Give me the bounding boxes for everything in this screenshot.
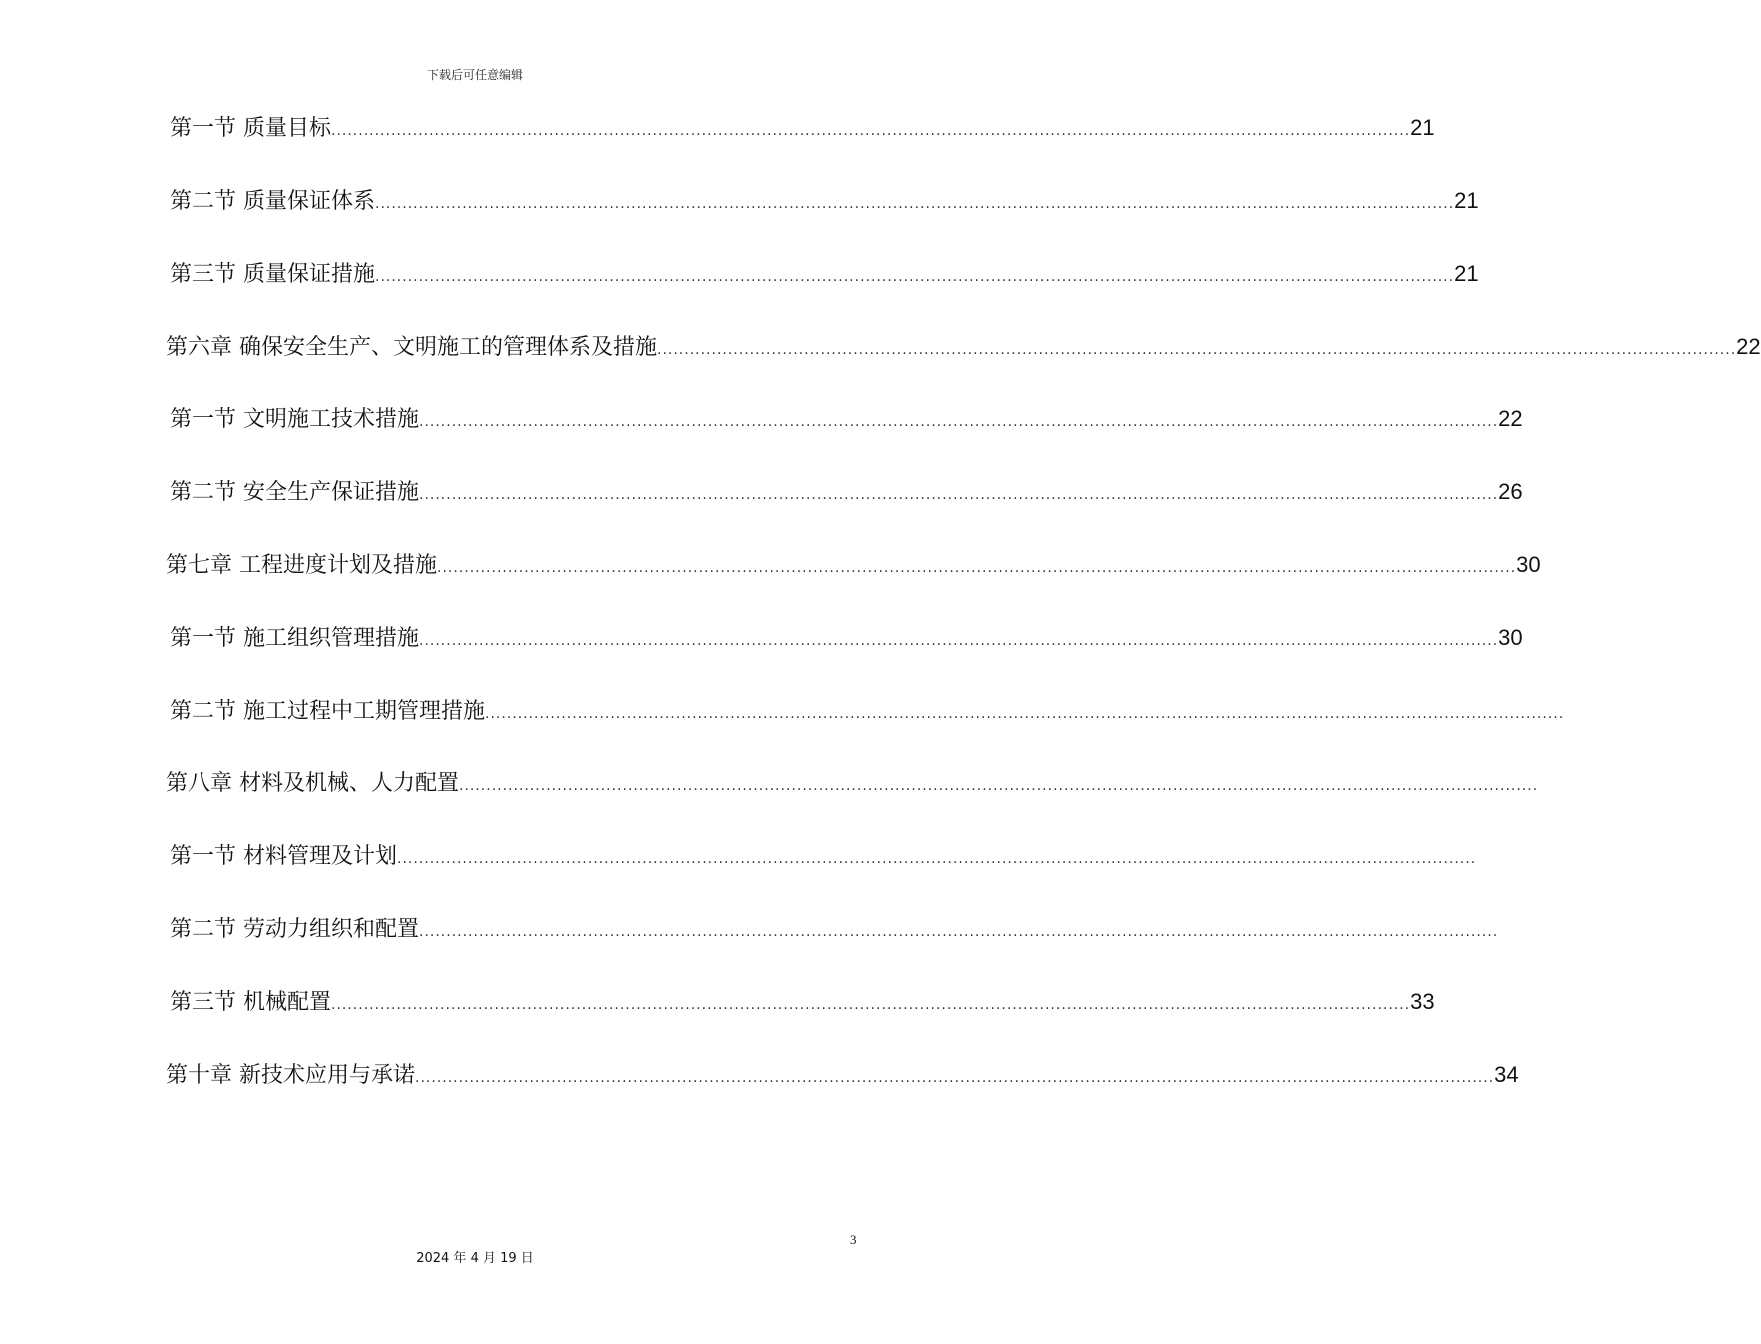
footer-date: 2024 年 4 月 19 日 [416,1251,534,1266]
toc-entry-title: 第二节 质量保证体系 [170,189,375,214]
toc-entry-title: 第二节 劳动力组织和配置 [170,917,419,942]
toc-entry[interactable] [170,697,1565,729]
dot-leader: ...................................................................................................................................................................................................... [415,1070,1495,1086]
dot-leader: ...................................................................................................................................................................................................... [485,706,1565,722]
toc-entry-title: 第三节 质量保证措施 [170,262,375,287]
dot-leader: ...................................................................................................................................................................................................... [331,123,1411,139]
toc-entry-title: 第十章 新技术应用与承诺 [166,1063,415,1088]
toc-entry-page: 33 [1410,989,1435,1014]
toc-entry-page: 22 [1736,334,1761,359]
dot-leader: ...................................................................................................................................................................................................... [419,633,1499,649]
toc-entry[interactable] [170,987,1435,1020]
toc-entry-page: 30 [1516,552,1541,577]
toc-entry-page: 21 [1410,115,1435,140]
toc-entry[interactable] [170,623,1523,656]
header-note: 下载后可任意编辑 [426,68,523,82]
toc-entry-page: 21 [1454,188,1479,213]
toc-entry[interactable] [170,186,1479,219]
toc-entry[interactable] [166,1060,1519,1093]
toc-entry[interactable] [170,404,1523,437]
toc-entry[interactable] [166,332,1761,365]
dot-leader: ...................................................................................................................................................................................................... [331,997,1411,1013]
toc-entry-title: 第三节 机械配置 [170,990,331,1015]
toc-entry-title: 第八章 材料及机械、人力配置 [166,771,459,796]
toc-entry[interactable] [170,842,1477,874]
page-number: 3 [850,1232,857,1247]
toc-entry[interactable] [166,550,1541,583]
toc-entry[interactable] [170,113,1435,146]
dot-leader: ...................................................................................................................................................................................................... [375,196,1455,212]
toc-entry[interactable] [170,477,1523,510]
dot-leader: ...................................................................................................................................................................................................... [657,342,1737,358]
toc-entry-page: 22 [1498,406,1523,431]
toc-entry[interactable] [166,769,1539,801]
dot-leader: ...................................................................................................................................................................................................... [437,560,1517,576]
toc-entry-page: 34 [1494,1062,1519,1087]
toc-entry-page: 26 [1498,479,1523,504]
toc-entry-title: 第一节 质量目标 [170,116,331,141]
toc-entry-page: 30 [1498,625,1523,650]
dot-leader: ...................................................................................................................................................................................................... [419,924,1499,940]
toc-entry-title: 第六章 确保安全生产、文明施工的管理体系及措施 [166,335,657,360]
dot-leader: ...................................................................................................................................................................................................... [419,414,1499,430]
toc-entry-title: 第二节 安全生产保证措施 [170,480,419,505]
dot-leader: ...................................................................................................................................................................................................... [397,851,1477,867]
toc-entry-title: 第一节 文明施工技术措施 [170,407,419,432]
dot-leader: ...................................................................................................................................................................................................... [459,778,1539,794]
toc-entry-title: 第一节 材料管理及计划 [170,844,397,869]
toc-entry[interactable] [170,259,1479,292]
toc-entry-title: 第二节 施工过程中工期管理措施 [170,699,485,724]
toc-entry-title: 第七章 工程进度计划及措施 [166,553,437,578]
toc-entry[interactable] [170,915,1499,947]
toc-entry-title: 第一节 施工组织管理措施 [170,626,419,651]
dot-leader: ...................................................................................................................................................................................................... [375,269,1455,285]
dot-leader: ...................................................................................................................................................................................................... [419,487,1499,503]
toc-entry-page: 21 [1454,261,1479,286]
